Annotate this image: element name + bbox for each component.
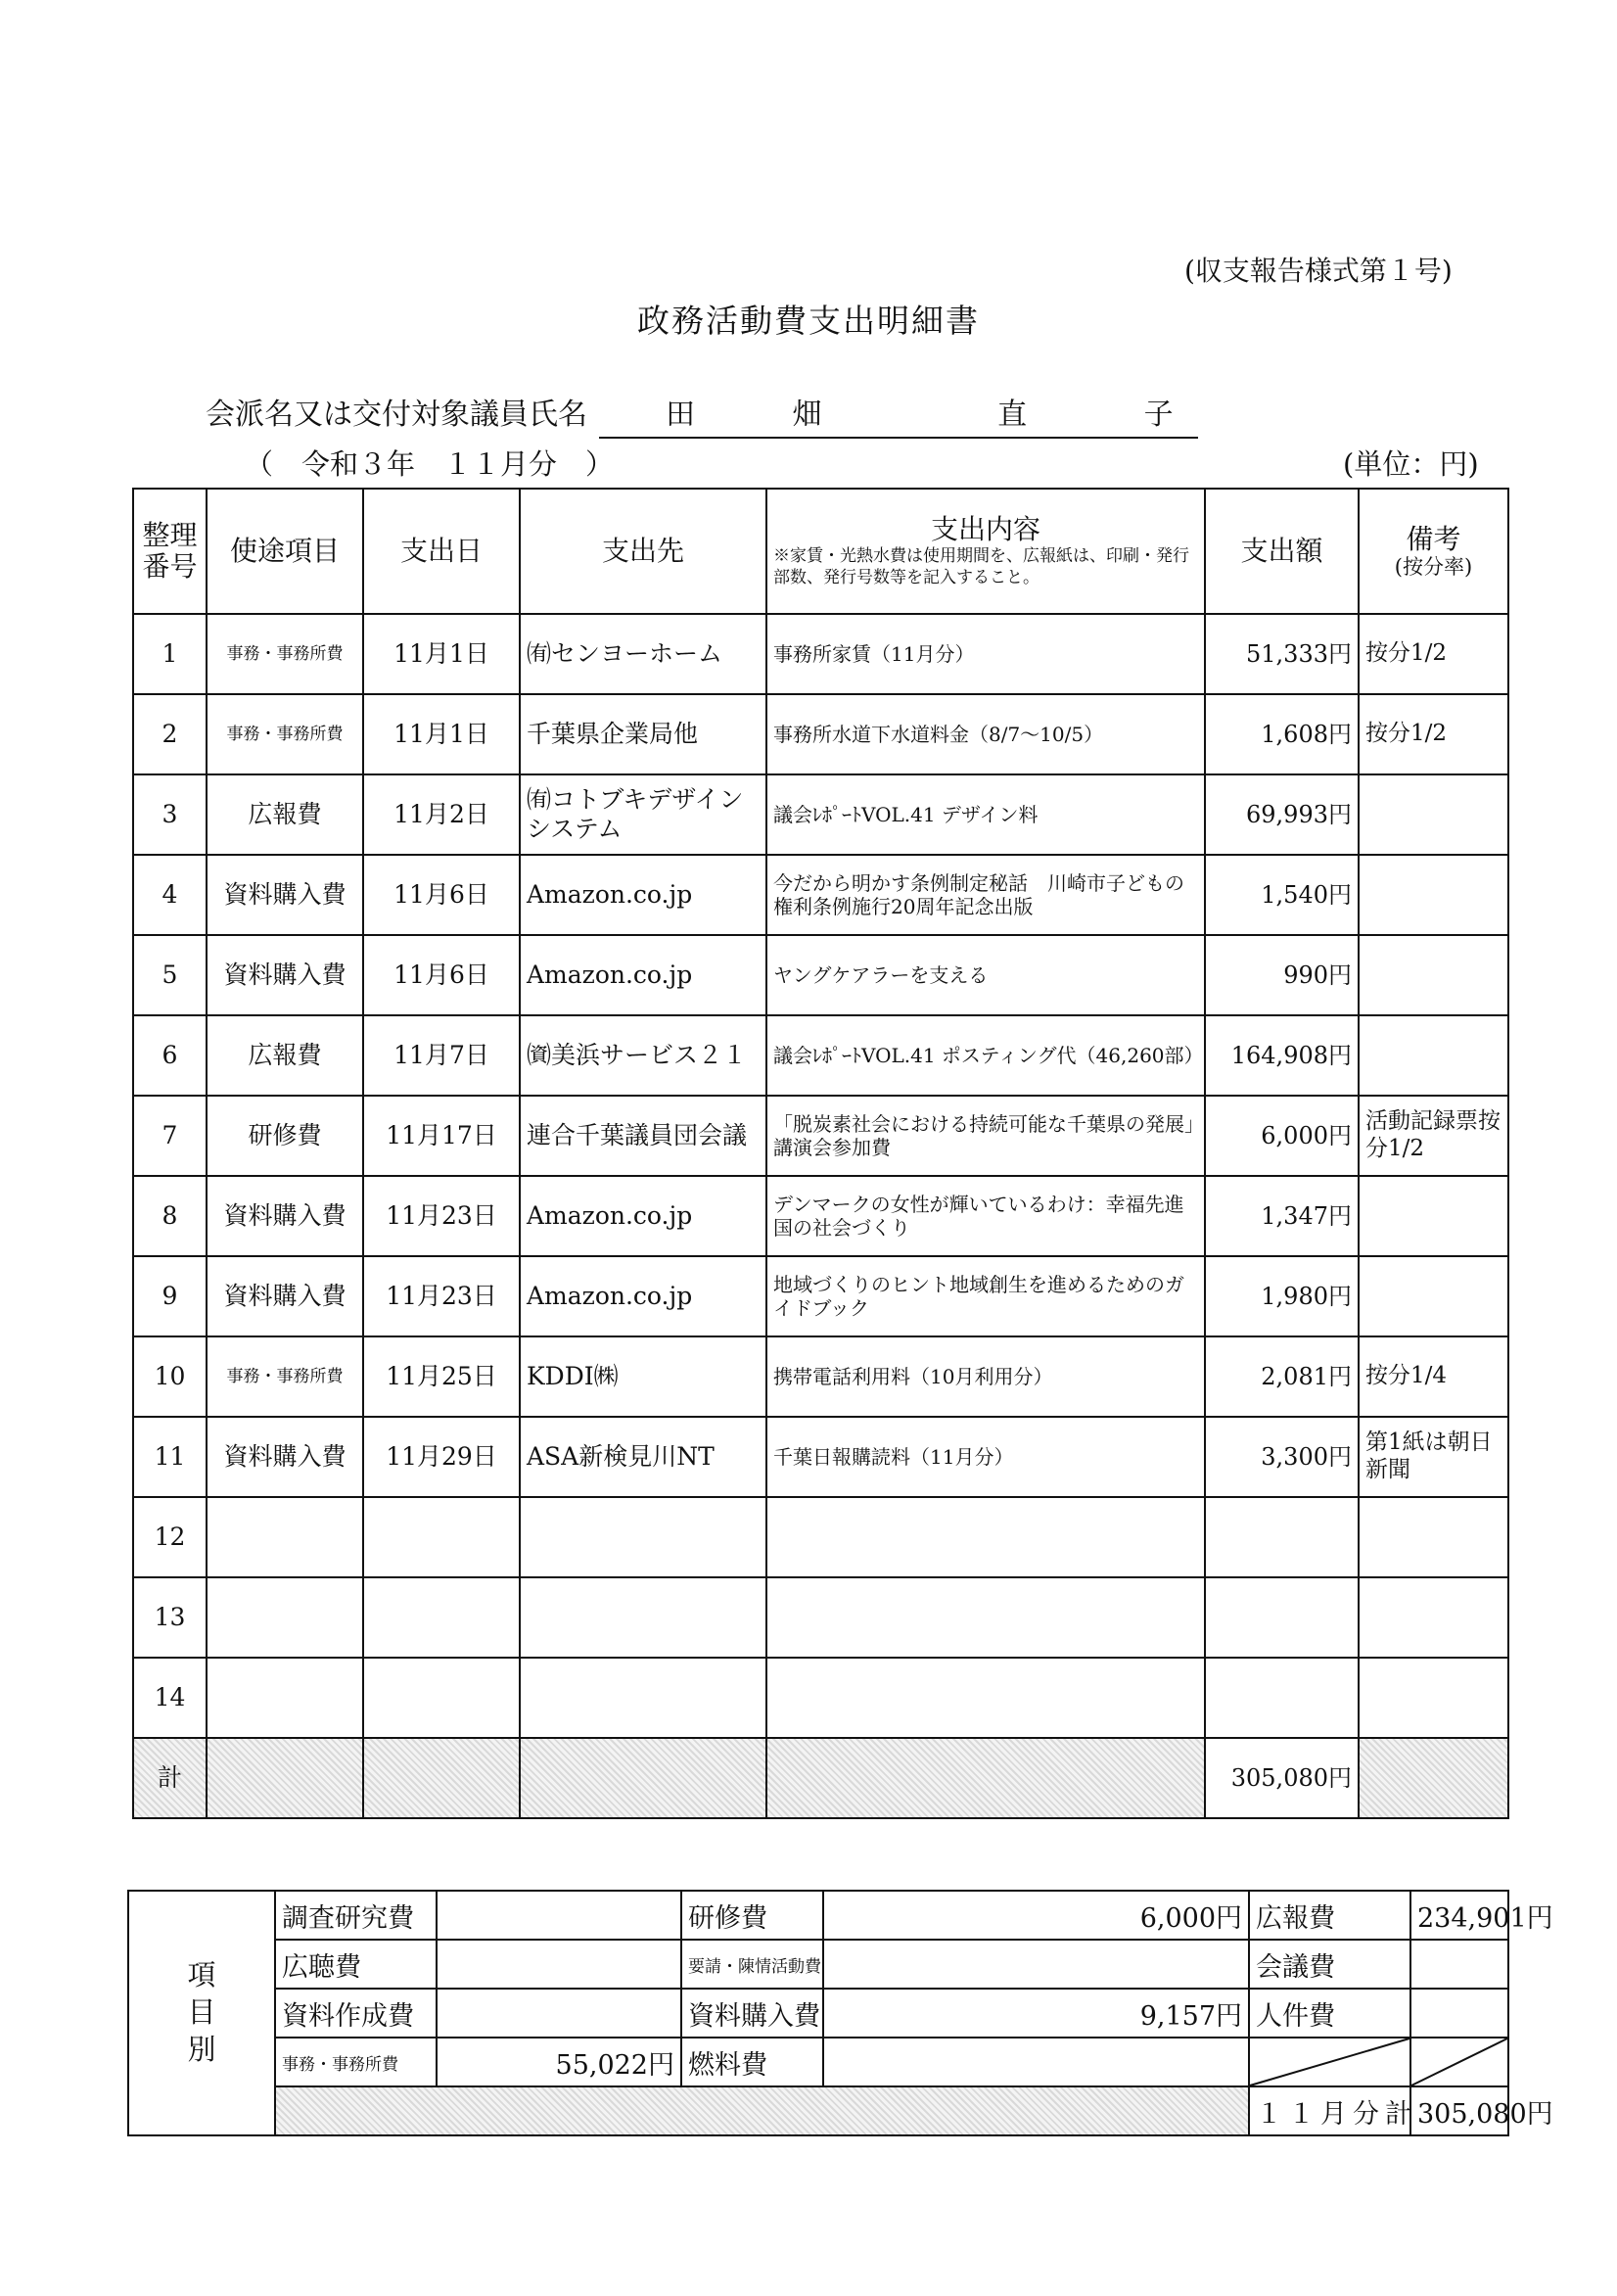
row-number: 12 (133, 1497, 207, 1577)
summary-side-label: 項 目 別 (128, 1891, 275, 2135)
row-remark: 按分1/2 (1359, 614, 1508, 694)
name-char: 田 (666, 398, 695, 432)
summary-label: 広聴費 (275, 1940, 437, 1989)
total-blank (363, 1738, 520, 1818)
header-vendor: 支出先 (520, 489, 766, 614)
row-content: 「脱炭素社会における持続可能な千葉県の発展」講演会参加費 (766, 1096, 1205, 1176)
row-amount: 164,908円 (1205, 1015, 1359, 1096)
form-number: (収支報告様式第１号) (1184, 255, 1453, 287)
row-amount: 990円 (1205, 935, 1359, 1015)
row-remark: 按分1/4 (1359, 1336, 1508, 1417)
summary-label: 人件費 (1249, 1989, 1410, 2038)
header-category: 使途項目 (207, 489, 363, 614)
table-row (133, 1417, 1508, 1497)
diagonal-cell (1249, 2038, 1410, 2086)
header-amount: 支出額 (1205, 489, 1359, 614)
row-number: 7 (133, 1096, 207, 1176)
row-category: 事務・事務所費 (207, 614, 363, 694)
table-row (133, 1256, 1508, 1336)
row-remark: 活動記録票按分1/2 (1359, 1096, 1508, 1176)
row-amount (1205, 1497, 1359, 1577)
row-remark: 按分1/2 (1359, 694, 1508, 774)
row-remark (1359, 1577, 1508, 1658)
row-amount (1205, 1658, 1359, 1738)
row-remark (1359, 1176, 1508, 1256)
table-row (133, 774, 1508, 855)
month-total-value: 305,080円 (1410, 2086, 1508, 2135)
row-category: 資料購入費 (207, 1176, 363, 1256)
summary-label: 調査研究費 (275, 1891, 437, 1940)
summary-value: 9,157円 (823, 1989, 1249, 2038)
row-content (766, 1577, 1205, 1658)
row-number: 10 (133, 1336, 207, 1417)
table-row (133, 1015, 1508, 1096)
row-category (207, 1577, 363, 1658)
summary-value (1410, 1940, 1508, 1989)
row-amount: 69,993円 (1205, 774, 1359, 855)
row-amount: 2,081円 (1205, 1336, 1359, 1417)
table-row (133, 1336, 1508, 1417)
row-category: 資料購入費 (207, 1417, 363, 1497)
member-name-value (599, 390, 1198, 439)
row-remark (1359, 1015, 1508, 1096)
header-date: 支出日 (363, 489, 520, 614)
summary-label: 研修費 (681, 1891, 823, 1940)
row-category: 資料購入費 (207, 1256, 363, 1336)
table-row (133, 1096, 1508, 1176)
row-number: 13 (133, 1577, 207, 1658)
row-category: 事務・事務所費 (207, 694, 363, 774)
row-amount: 1,608円 (1205, 694, 1359, 774)
row-vendor (520, 1577, 766, 1658)
row-number: 11 (133, 1417, 207, 1497)
summary-value (823, 1940, 1249, 1989)
row-date: 11月1日 (363, 614, 520, 694)
summary-value: 55,022円 (437, 2038, 681, 2086)
total-blank (1359, 1738, 1508, 1818)
header-number: 整理 番号 (133, 489, 207, 614)
row-vendor: ㈾美浜サービス２１ (520, 1015, 766, 1096)
total-amount: 305,080円 (1205, 1738, 1359, 1818)
name-char: 畑 (792, 398, 822, 432)
row-remark (1359, 855, 1508, 935)
category-summary-table (127, 1890, 1553, 2136)
header-remark-title: 備考 (1406, 522, 1461, 555)
row-amount: 3,300円 (1205, 1417, 1359, 1497)
row-content (766, 1658, 1205, 1738)
summary-label: 会議費 (1249, 1940, 1410, 1989)
row-date: 11月17日 (363, 1096, 520, 1176)
row-remark (1359, 935, 1508, 1015)
row-vendor: ㈲センヨーホーム (520, 614, 766, 694)
row-content: 議会ﾚﾎﾟｰﾄVOL.41 デザイン料 (766, 774, 1205, 855)
row-remark (1359, 774, 1508, 855)
header-content-title: 支出内容 (930, 512, 1040, 545)
row-vendor: ㈲コトブキデザインシステム (520, 774, 766, 855)
row-content: デンマークの女性が輝いているわけ：幸福先進国の社会づくり (766, 1176, 1205, 1256)
row-remark (1359, 1497, 1508, 1577)
row-date: 11月7日 (363, 1015, 520, 1096)
row-category: 資料購入費 (207, 855, 363, 935)
row-content: 千葉日報購読料（11月分） (766, 1417, 1205, 1497)
row-amount: 51,333円 (1205, 614, 1359, 694)
row-vendor: Amazon.co.jp (520, 1256, 766, 1336)
table-row (133, 694, 1508, 774)
row-number: 5 (133, 935, 207, 1015)
row-category (207, 1497, 363, 1577)
header-remark (1359, 489, 1508, 614)
row-date (363, 1497, 520, 1577)
expense-rows (133, 614, 1508, 1738)
row-date (363, 1658, 520, 1738)
table-row (133, 1658, 1508, 1738)
summary-label: 資料作成費 (275, 1989, 437, 2038)
row-number: 9 (133, 1256, 207, 1336)
row-category: 広報費 (207, 1015, 363, 1096)
row-content (766, 1497, 1205, 1577)
row-remark (1359, 1658, 1508, 1738)
expense-table (132, 488, 1509, 1819)
diagonal-line (1411, 2038, 1507, 2085)
month-total-label: １１月分計 (1249, 2086, 1410, 2135)
row-amount: 1,980円 (1205, 1256, 1359, 1336)
row-number: 1 (133, 614, 207, 694)
row-date: 11月6日 (363, 935, 520, 1015)
table-row (133, 614, 1508, 694)
row-vendor: 千葉県企業局他 (520, 694, 766, 774)
row-content: 事務所水道下水道料金（8/7～10/5） (766, 694, 1205, 774)
row-number: 6 (133, 1015, 207, 1096)
row-date: 11月2日 (363, 774, 520, 855)
diagonal-cell (1410, 2038, 1508, 2086)
summary-value (823, 2038, 1249, 2086)
row-vendor: Amazon.co.jp (520, 1176, 766, 1256)
row-content: 事務所家賃（11月分） (766, 614, 1205, 694)
summary-shaded-area (275, 2086, 1249, 2135)
row-content: 携帯電話利用料（10月利用分） (766, 1336, 1205, 1417)
document-title: 政務活動費支出明細書 (637, 302, 980, 340)
summary-value: 234,901円 (1410, 1891, 1508, 1940)
header-remark-note: (按分率) (1394, 555, 1473, 580)
row-amount: 6,000円 (1205, 1096, 1359, 1176)
row-category (207, 1658, 363, 1738)
row-number: 4 (133, 855, 207, 935)
row-vendor: Amazon.co.jp (520, 855, 766, 935)
summary-value (1410, 1989, 1508, 2038)
row-vendor: KDDI㈱ (520, 1336, 766, 1417)
total-blank (766, 1738, 1205, 1818)
header-content-note: ※家賃・光熱水費は使用期間を、広報紙は、印刷・発行部数、発行号数等を記入すること。 (773, 546, 1189, 588)
row-remark: 第1紙は朝日新聞 (1359, 1417, 1508, 1497)
row-date (363, 1577, 520, 1658)
summary-value (437, 1940, 681, 1989)
row-vendor: 連合千葉議員団会議 (520, 1096, 766, 1176)
total-blank (207, 1738, 363, 1818)
summary-value: 6,000円 (823, 1891, 1249, 1940)
row-category: 研修費 (207, 1096, 363, 1176)
row-category: 事務・事務所費 (207, 1336, 363, 1417)
row-number: 3 (133, 774, 207, 855)
summary-value (437, 1989, 681, 2038)
row-content: 地域づくりのヒント地域創生を進めるためのガイドブック (766, 1256, 1205, 1336)
total-label: 計 (133, 1738, 207, 1818)
row-number: 14 (133, 1658, 207, 1738)
table-row (133, 935, 1508, 1015)
summary-label: 要請・陳情活動費 (681, 1940, 823, 1989)
row-date: 11月25日 (363, 1336, 520, 1417)
unit-label: (単位：円) (1343, 447, 1479, 481)
row-number: 8 (133, 1176, 207, 1256)
row-vendor: ASA新検見川NT (520, 1417, 766, 1497)
row-content: 今だから明かす条例制定秘話 川崎市子どもの権利条例施行20周年記念出版 (766, 855, 1205, 935)
diagonal-line (1250, 2038, 1409, 2085)
row-vendor: Amazon.co.jp (520, 935, 766, 1015)
total-blank (520, 1738, 766, 1818)
member-name-label: 会派名又は交付対象議員氏名 (206, 398, 587, 432)
row-category: 資料購入費 (207, 935, 363, 1015)
row-amount: 1,540円 (1205, 855, 1359, 935)
row-number: 2 (133, 694, 207, 774)
summary-label: 燃料費 (681, 2038, 823, 2086)
header-content (766, 489, 1205, 614)
table-row (133, 1577, 1508, 1658)
row-date: 11月6日 (363, 855, 520, 935)
summary-value (437, 1891, 681, 1940)
row-vendor (520, 1497, 766, 1577)
row-content: ヤングケアラーを支える (766, 935, 1205, 1015)
report-period: （ 令和３年 １１月分 ） (245, 447, 615, 481)
table-row (133, 855, 1508, 935)
row-category: 広報費 (207, 774, 363, 855)
row-remark (1359, 1256, 1508, 1336)
name-char: 直 (997, 398, 1028, 432)
table-row (133, 1497, 1508, 1577)
row-content: 議会ﾚﾎﾟｰﾄVOL.41 ポスティング代（46,260部） (766, 1015, 1205, 1096)
row-amount (1205, 1577, 1359, 1658)
row-date: 11月29日 (363, 1417, 520, 1497)
row-date: 11月23日 (363, 1176, 520, 1256)
row-date: 11月1日 (363, 694, 520, 774)
row-amount: 1,347円 (1205, 1176, 1359, 1256)
row-vendor (520, 1658, 766, 1738)
summary-label: 事務・事務所費 (275, 2038, 437, 2086)
summary-label: 広報費 (1249, 1891, 1410, 1940)
summary-label: 資料購入費 (681, 1989, 823, 2038)
row-date: 11月23日 (363, 1256, 520, 1336)
name-char: 子 (1143, 398, 1174, 432)
table-row (133, 1176, 1508, 1256)
